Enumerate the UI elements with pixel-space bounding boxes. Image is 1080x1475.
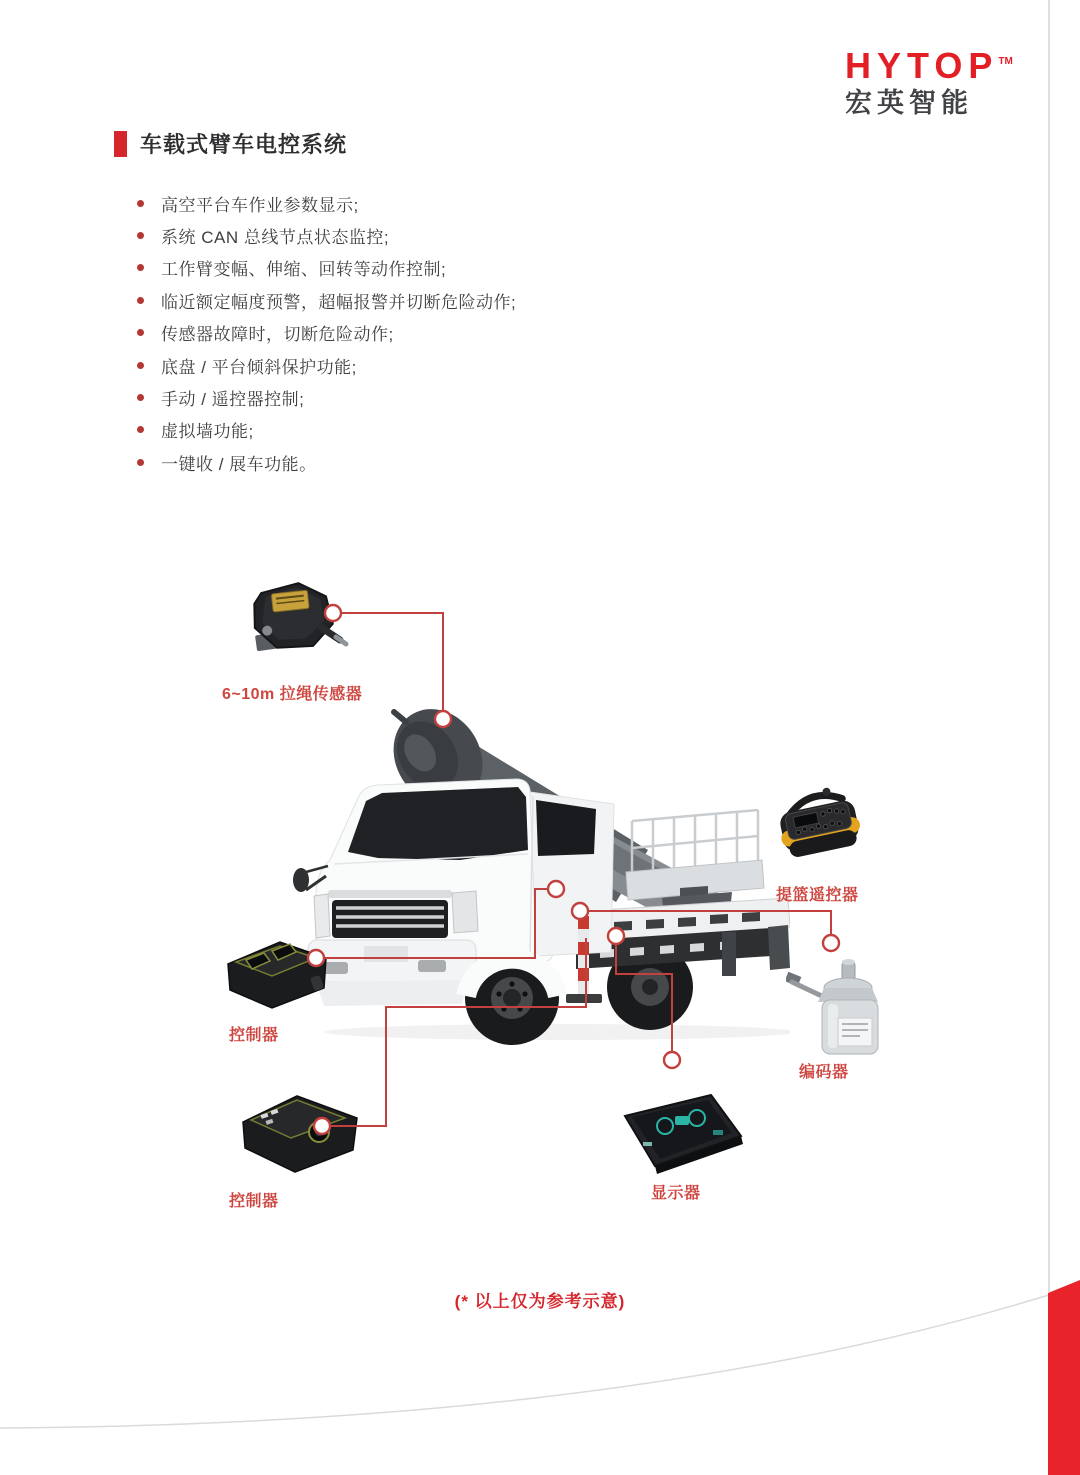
controller-bottom-shape xyxy=(243,1096,357,1172)
display-shape xyxy=(625,1095,743,1174)
bullet-dot xyxy=(137,362,144,369)
feature-item xyxy=(137,252,516,284)
reference-note: (* 以上仅为参考示意) xyxy=(454,1292,626,1311)
section-header xyxy=(114,128,347,159)
bullet-dot xyxy=(137,394,144,401)
feature-item xyxy=(137,317,516,349)
bullet-dot xyxy=(137,232,144,239)
feature-text: 高空平台车作业参数显示; xyxy=(161,195,359,215)
brand-logo-text: HYTOP xyxy=(845,45,999,86)
pull-rope-sensor-image xyxy=(240,576,350,671)
basket-remote-shape xyxy=(773,784,864,860)
truck-image xyxy=(270,700,790,1050)
bullet-dot xyxy=(137,264,144,271)
feature-text: 传感器故障时，切断危险动作; xyxy=(161,325,394,345)
bullet-dot xyxy=(137,200,144,207)
pull-rope-sensor-shape xyxy=(251,580,346,652)
bullet-dot xyxy=(137,297,144,304)
page-right-rule xyxy=(1048,0,1050,1292)
controller-top-shape xyxy=(228,942,326,1008)
feature-text: 临近额定幅度预警，超幅报警并切断危险动作; xyxy=(161,292,517,312)
label-controller-bottom: 控制器 xyxy=(229,1193,279,1210)
basket-remote-image xyxy=(773,784,865,862)
label-basket-remote: 提篮遥控器 xyxy=(776,887,859,904)
feature-text: 虚拟墙功能; xyxy=(161,422,254,442)
label-controller-top: 控制器 xyxy=(229,1027,279,1044)
bullet-dot xyxy=(137,426,144,433)
feature-text: 一键收 / 展车功能。 xyxy=(161,454,317,474)
feature-item xyxy=(137,446,516,478)
feature-text: 工作臂变幅、伸缩、回转等动作控制; xyxy=(161,260,447,280)
feature-list xyxy=(137,187,516,479)
feature-item xyxy=(137,381,516,413)
feature-item xyxy=(137,414,516,446)
bullet-dot xyxy=(137,329,144,336)
feature-text: 底盘 / 平台倾斜保护功能; xyxy=(161,357,357,377)
feature-item xyxy=(137,284,516,316)
feature-text: 系统 CAN 总线节点状态监控; xyxy=(161,228,390,248)
truck-shape xyxy=(293,700,790,1045)
trademark-symbol: TM xyxy=(998,56,1013,67)
section-title-bar xyxy=(114,131,127,157)
controller-top-image xyxy=(220,934,332,1012)
brand-logo-en xyxy=(845,45,1013,86)
feature-item xyxy=(137,187,516,219)
label-encoder: 编码器 xyxy=(799,1064,849,1081)
bullet-dot xyxy=(137,459,144,466)
display-image xyxy=(613,1086,750,1178)
encoder-shape xyxy=(786,959,878,1054)
feature-item xyxy=(137,349,516,381)
feature-text: 手动 / 遥控器控制; xyxy=(161,390,305,410)
brand-name-cn: 宏英智能 xyxy=(845,88,973,118)
page-title: 车载式臂车电控系统 xyxy=(140,132,348,157)
controller-bottom-image xyxy=(233,1086,365,1178)
encoder-image xyxy=(786,956,881,1061)
feature-item xyxy=(137,219,516,251)
label-display: 显示器 xyxy=(651,1185,701,1202)
label-pull-rope-sensor: 6~10m 拉绳传感器 xyxy=(222,686,363,703)
brand-logo xyxy=(845,45,1013,118)
